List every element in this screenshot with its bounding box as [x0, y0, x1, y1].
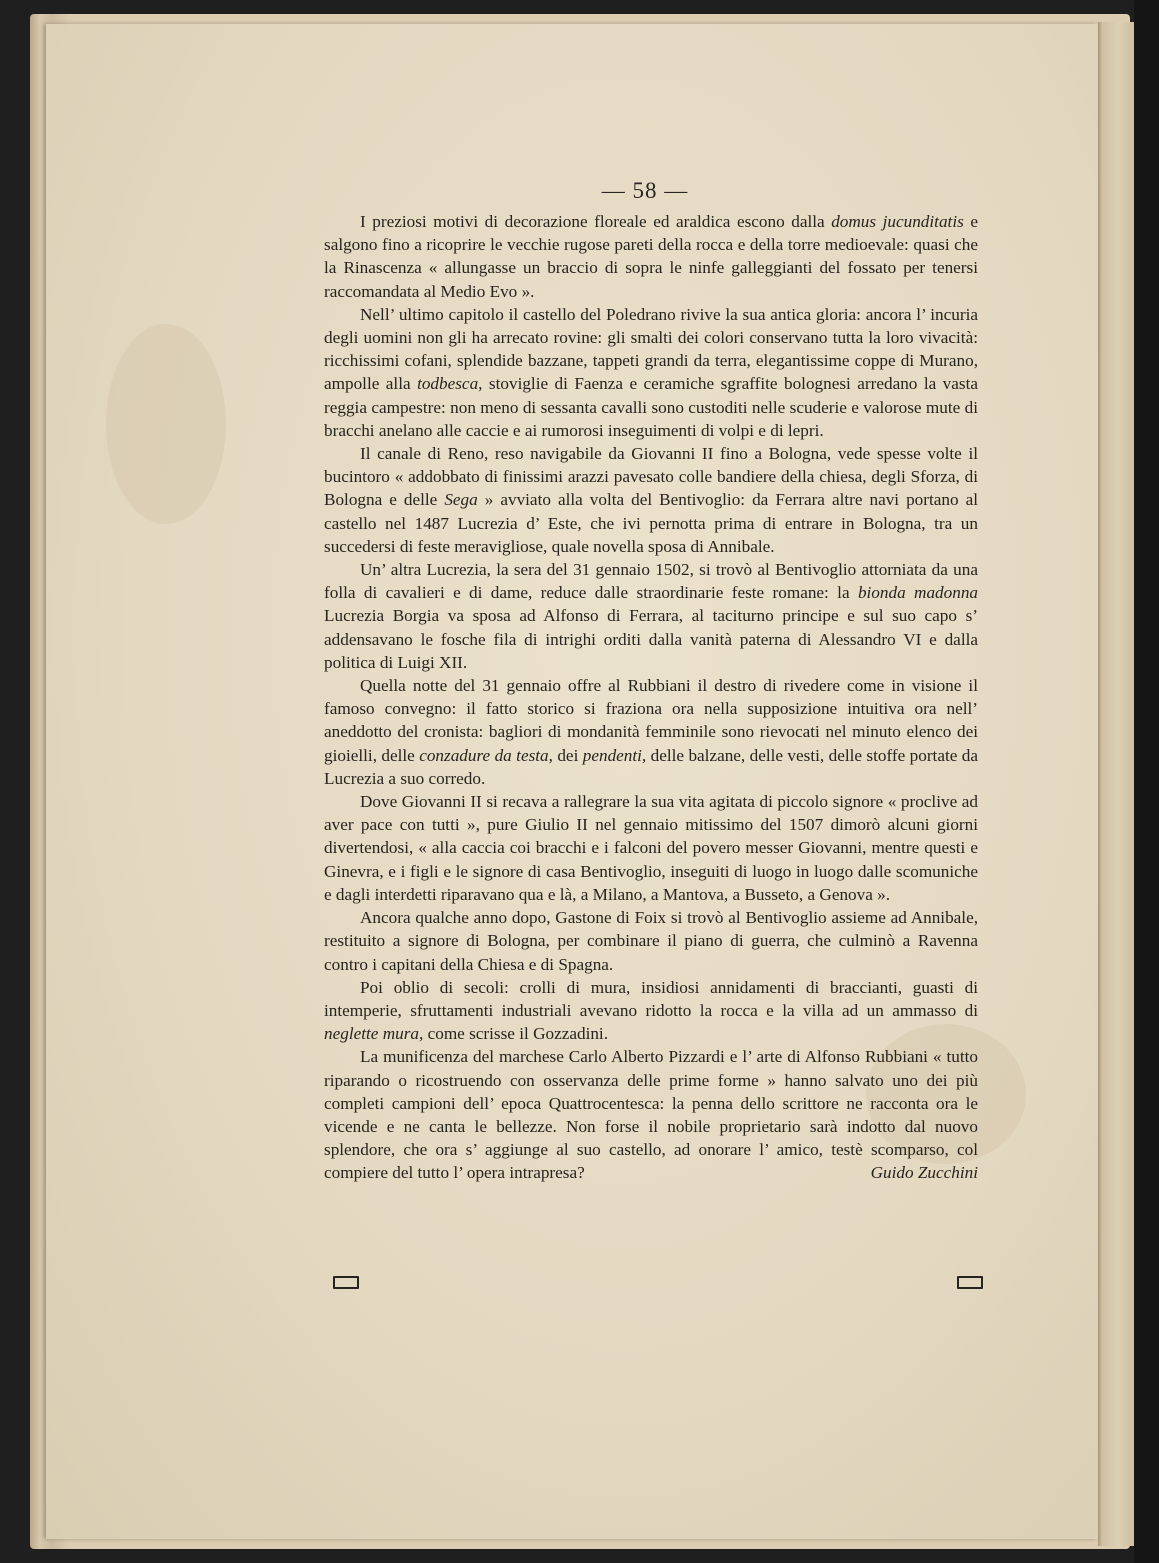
paragraph	[324, 442, 978, 558]
paragraph	[324, 976, 978, 1046]
text-run: Un’ altra Lucrezia, la sera del 31 gennaio 1502, si trovò al Bentivoglio attorniata da una folla di cavalieri e di dame, reduce dalle straordinarie feste romane: la	[324, 560, 978, 603]
page-number: — 58 —	[601, 178, 689, 203]
italic-text: conzadure da testa,	[419, 745, 553, 765]
text-run: La munificenza del marchese Carlo Alberto Pizzardi e l’ arte di Alfonso Rubbiani « tutto riparando o ricostruendo con osservanza delle prime forme » hanno salvato uno dei più completi campioni dell’ epoca Quattrocentesca: la penna dello scrittore ne racconta ora le vicende e ne canta le bellezze. Non forse il nobile proprietario sarà indotto dal nuovo splendore, che ora s’ aggiunge al suo castello, ad onorare l’ amico, testè scomparso, col compiere del tutto l’ opera intrapresa?	[324, 1047, 978, 1183]
text-run: Quella notte del 31 gennaio offre al Rubbiani il destro di rivedere come in visione il famoso convegno: il fatto storico si fraziona ora nella supposizione intuitiva ora nell’ aneddotto del cronista: bagliori di mondanità femminile sono rievocati nel minuto elenco dei gioielli, delle	[324, 676, 978, 765]
paragraph	[324, 1045, 978, 1184]
body-text	[324, 210, 978, 1185]
paragraph	[324, 906, 978, 976]
author-signature: Guido Zucchini	[870, 1163, 978, 1183]
text-run: stoviglie di Faenza e ceramiche sgraffite bolognesi arredano la vasta reggia campestre: non meno di sessanta cavalli sono custoditi nelle scuderie e valorose mute di bracchi anelano alle caccie e ai rumorosi inseguimenti di volpi e di lepri.	[324, 374, 978, 440]
text-run: e salgono fino a ricoprire le vecchie rugose pareti della rocca e della torre medioevale: quasi che la Rinascenza « allungasse un braccio di sopra le ninfe galleggianti del fossato per tenersi raccomandata al Medio Evo ».	[324, 212, 978, 301]
text-run: Ancora qualche anno dopo, Gastone di Foix si trovò al Bentivoglio assieme ad Annibale, restituito a signore di Bologna, per combinare il piano di guerra, che culminò a Ravenna contro i capitani della Chiesa e di Spagna.	[324, 908, 978, 974]
paragraph	[324, 790, 978, 906]
italic-text: todbesca,	[417, 374, 483, 394]
text-run: I preziosi motivi di decorazione floreale ed araldica escono dalla	[360, 212, 832, 231]
text-run: Poi oblio di secoli: crolli di mura, insidiosi annidamenti di braccianti, guasti di intemperie, sfruttamenti industriali avevano ridotto la rocca e la villa ad un ammasso di	[324, 977, 978, 1020]
italic-text: bionda madonna	[857, 583, 979, 603]
scan-border	[1134, 0, 1159, 1563]
italic-text: Sega	[444, 490, 478, 510]
paragraph	[324, 210, 978, 303]
right-ornament	[957, 1276, 983, 1289]
text-run: come scrisse il Gozzadini.	[423, 1024, 609, 1044]
left-ornament	[333, 1276, 359, 1289]
text-run: Lucrezia Borgia va sposa ad Alfonso di Ferrara, al taciturno principe e sul suo capo s’ addensavano le fosche fila di intrighi orditi dalla vanità paterna di Alessandro VI e dalla politica di Luigi XII.	[324, 606, 978, 672]
text-run: Il canale di Reno, reso navigabile da Giovanni II fino a Bologna, vede spesse volte il bucintoro « addobbato di finissimi arazzi pavesato colle bandiere della chiesa, degli Sforza, di Bologna e delle	[324, 444, 978, 510]
paragraph	[324, 674, 978, 790]
text-run: Nell’ ultimo capitolo il castello del Poledrano rivive la sua antica gloria: ancora l’ incuria degli uomini non gli ha arrecato rovine: gli smalti dei colori conservano tutta la loro vivacità: ricchissimi cofani, splendide bazzane, tappeti grandi da terra, elegantissime coppe di Murano, ampolle alla	[324, 304, 978, 394]
facing-page-edge	[1098, 22, 1134, 1546]
text-run: delle balzane, delle vesti, delle stoffe portate da Lucrezia a suo corredo.	[324, 745, 978, 788]
paragraph	[324, 303, 978, 442]
text-run: dei	[552, 745, 583, 765]
italic-text: domus jucunditatis	[831, 212, 964, 231]
paragraph	[324, 558, 978, 674]
paper-stain	[106, 324, 226, 524]
text-run: Dove Giovanni II si recava a rallegrare la sua vita agitata di piccolo signore « proclive ad aver pace con tutti », pure Giulio II nel gennaio mitissimo del 1507 dimorò alcuni giorni divertendosi, « alla caccia coi bracchi e i falconi del povero messer Giovanni, mentre questi e Ginevra, e i figli e le signore di casa Bentivoglio, inseguiti di luogo in luogo dalle scomuniche e dagli interdetti riparavano qua e là, a Milano, a Mantova, a Busseto, a Genova ».	[324, 792, 978, 904]
italic-text: neglette mura,	[324, 1024, 424, 1044]
italic-text: pendenti,	[582, 745, 647, 765]
text-run: » avviato alla volta del Bentivoglio: da Ferrara altre navi portano al castello nel 1487 Lucrezia d’ Este, che ivi pernotta prima di entrare in Bologna, tra un succedersi di feste meravigliose, quale novella sposa di Annibale.	[324, 490, 978, 556]
